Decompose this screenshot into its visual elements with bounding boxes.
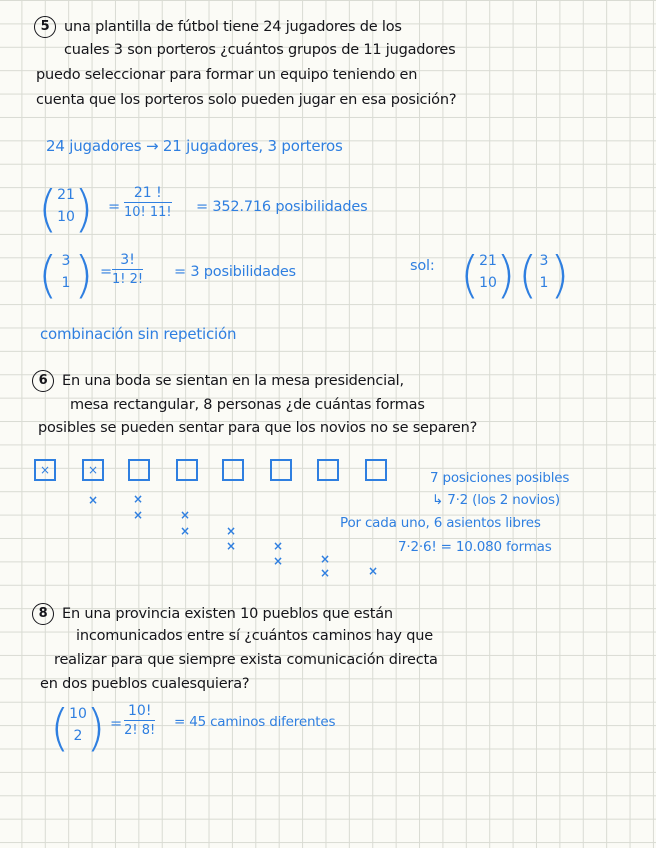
right-paren: )	[550, 246, 570, 304]
solution-label: sol:	[410, 258, 435, 274]
note-result-10080: 7·2·6! = 10.080 formas	[398, 539, 552, 555]
x-mark: ×	[180, 524, 191, 538]
seat-box: ×	[34, 459, 56, 481]
x-mark: ×	[133, 492, 144, 506]
numerator: 10!	[124, 703, 155, 721]
x-mark: ×	[273, 554, 284, 568]
x-mark: ×	[226, 539, 237, 553]
fraction-3-factorial	[112, 252, 143, 287]
x-mark: ×	[180, 508, 191, 522]
problem-5-line-2: cuales 3 son porteros ¿cuántos grupos de 11 jugadores	[64, 42, 456, 58]
x-mark: ×	[273, 539, 284, 553]
seat-box	[176, 459, 198, 481]
note-positions-times-two: ↳ 7·2 (los 2 novios)	[432, 492, 560, 508]
binom-bottom: 10	[57, 209, 75, 225]
numerator: 21 !	[124, 185, 172, 203]
x-mark: ×	[368, 564, 379, 578]
right-paren: )	[496, 246, 516, 304]
problem-8-line-1	[32, 603, 393, 625]
solution-binomial-21-10	[460, 246, 516, 304]
equals-sign: =	[100, 264, 112, 280]
binom-top: 21	[57, 187, 75, 203]
problem-8-line-1-text: En una provincia existen 10 pueblos que están	[62, 606, 393, 622]
binomial-21-10	[38, 180, 94, 238]
binom-top: 10	[69, 706, 87, 722]
result-352716: = 352.716 posibilidades	[196, 199, 368, 215]
solution-binomial-3-1	[518, 246, 570, 304]
left-paren: (	[38, 180, 58, 238]
denominator: 10! 11!	[124, 205, 172, 220]
x-mark: ×	[88, 493, 99, 507]
denominator: 1! 2!	[112, 272, 144, 287]
problem-6-line-2: mesa rectangular, 8 personas ¿de cuántas formas	[70, 397, 425, 413]
x-mark: ×	[133, 508, 144, 522]
seat-box	[128, 459, 150, 481]
right-paren: )	[74, 180, 94, 238]
binomial-10-2	[50, 699, 106, 757]
x-mark: ×	[226, 524, 237, 538]
binom-bottom: 1	[61, 275, 71, 291]
problem-5-line-1-text: una plantilla de fútbol tiene 24 jugadores de los	[64, 19, 402, 35]
numerator: 3!	[112, 252, 143, 270]
seat-box	[270, 459, 292, 481]
seat-box	[222, 459, 244, 481]
fraction-21-factorial	[124, 185, 172, 220]
equals-sign: =	[108, 199, 120, 215]
left-paren: (	[38, 246, 58, 304]
note-positions: 7 posiciones posibles	[430, 470, 570, 486]
left-paren: (	[50, 699, 70, 757]
x-mark: ×	[320, 566, 331, 580]
left-paren: (	[518, 246, 538, 304]
x-mark: ×	[320, 552, 331, 566]
problem-5-line-1	[34, 16, 402, 38]
binom-bottom: 10	[479, 275, 497, 291]
fraction-10-factorial	[124, 703, 155, 738]
problem-8-line-2: incomunicados entre sí ¿cuántos caminos hay que	[76, 628, 433, 644]
problem-number-badge: 8	[32, 603, 54, 625]
binom-top: 3	[61, 253, 71, 269]
problem-6-line-3: posibles se pueden sentar para que los novios no se separen?	[38, 420, 478, 436]
result-45: = 45 caminos diferentes	[174, 714, 336, 730]
note-free-seats: Por cada uno, 6 asientos libres	[340, 515, 541, 531]
problem-6-line-1	[32, 370, 404, 392]
right-paren: )	[86, 699, 106, 757]
denominator: 2! 8!	[124, 723, 156, 738]
right-paren: )	[74, 246, 94, 304]
binom-top: 21	[479, 253, 497, 269]
problem-8-line-4: en dos pueblos cualesquiera?	[40, 676, 250, 692]
binom-top: 3	[539, 253, 549, 269]
equals-sign: =	[110, 716, 122, 732]
binomial-3-1	[38, 246, 94, 304]
seat-box	[317, 459, 339, 481]
problem-5-line-3: puedo seleccionar para formar un equipo teniendo en	[36, 67, 418, 83]
result-3: = 3 posibilidades	[174, 264, 296, 280]
binom-bottom: 1	[539, 275, 549, 291]
binom-bottom: 2	[73, 728, 83, 744]
method-label: combinación sin repetición	[40, 325, 237, 343]
left-paren: (	[460, 246, 480, 304]
players-summary: 24 jugadores → 21 jugadores, 3 porteros	[46, 137, 343, 155]
problem-5-line-4: cuenta que los porteros solo pueden jugar en esa posición?	[36, 92, 457, 108]
problem-8-line-3: realizar para que siempre exista comunicación directa	[54, 652, 438, 668]
seat-box	[365, 459, 387, 481]
problem-number-badge: 6	[32, 370, 54, 392]
problem-6-line-1-text: En una boda se sientan en la mesa presidencial,	[62, 373, 404, 389]
seat-box: ×	[82, 459, 104, 481]
problem-number-badge: 5	[34, 16, 56, 38]
